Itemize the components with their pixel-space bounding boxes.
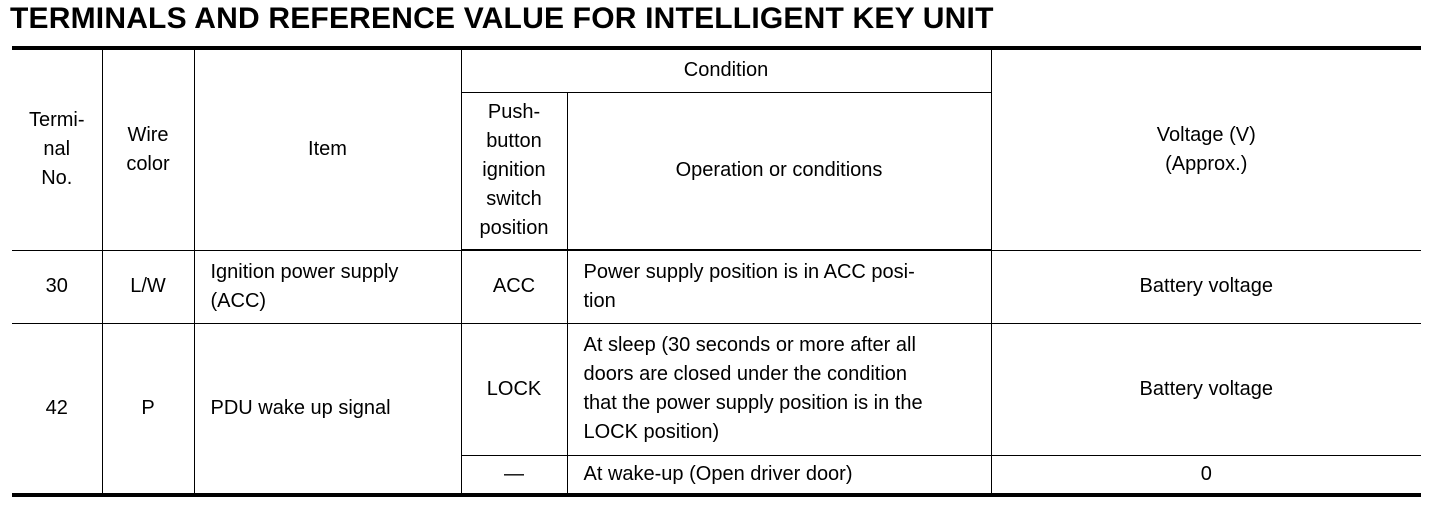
table-row — [12, 323, 1421, 455]
wire-color-cell: L/W — [102, 250, 194, 323]
terminal-cell: 42 — [12, 323, 102, 495]
terminal-cell: 30 — [12, 250, 102, 323]
switch-position-cell: — — [461, 455, 567, 495]
page-title: TERMINALS AND REFERENCE VALUE FOR INTELLIGENT KEY UNIT — [10, 2, 994, 35]
reference-value-table — [12, 46, 1421, 497]
header-terminal-no: Termi- nal No. — [12, 48, 102, 250]
voltage-cell: 0 — [991, 455, 1421, 495]
item-cell: Ignition power supply (ACC) — [194, 250, 461, 323]
voltage-cell: Battery voltage — [991, 323, 1421, 455]
voltage-cell: Battery voltage — [991, 250, 1421, 323]
switch-position-cell: ACC — [461, 250, 567, 323]
header-item: Item — [194, 48, 461, 250]
switch-position-cell: LOCK — [461, 323, 567, 455]
wire-color-cell: P — [102, 323, 194, 495]
header-operation-conditions: Operation or conditions — [567, 92, 991, 250]
operation-cell: At wake-up (Open driver door) — [567, 455, 991, 495]
header-wire-color: Wire color — [102, 48, 194, 250]
header-switch-position: Push- button ignition switch position — [461, 92, 567, 250]
header-condition: Condition — [461, 48, 991, 92]
item-cell: PDU wake up signal — [194, 323, 461, 495]
table-row — [12, 250, 1421, 323]
operation-cell: Power supply position is in ACC posi- tion — [567, 250, 991, 323]
operation-cell: At sleep (30 seconds or more after all doors are closed under the condition that the power supply position is in the LOCK position) — [567, 323, 991, 455]
header-voltage: Voltage (V) (Approx.) — [991, 48, 1421, 250]
